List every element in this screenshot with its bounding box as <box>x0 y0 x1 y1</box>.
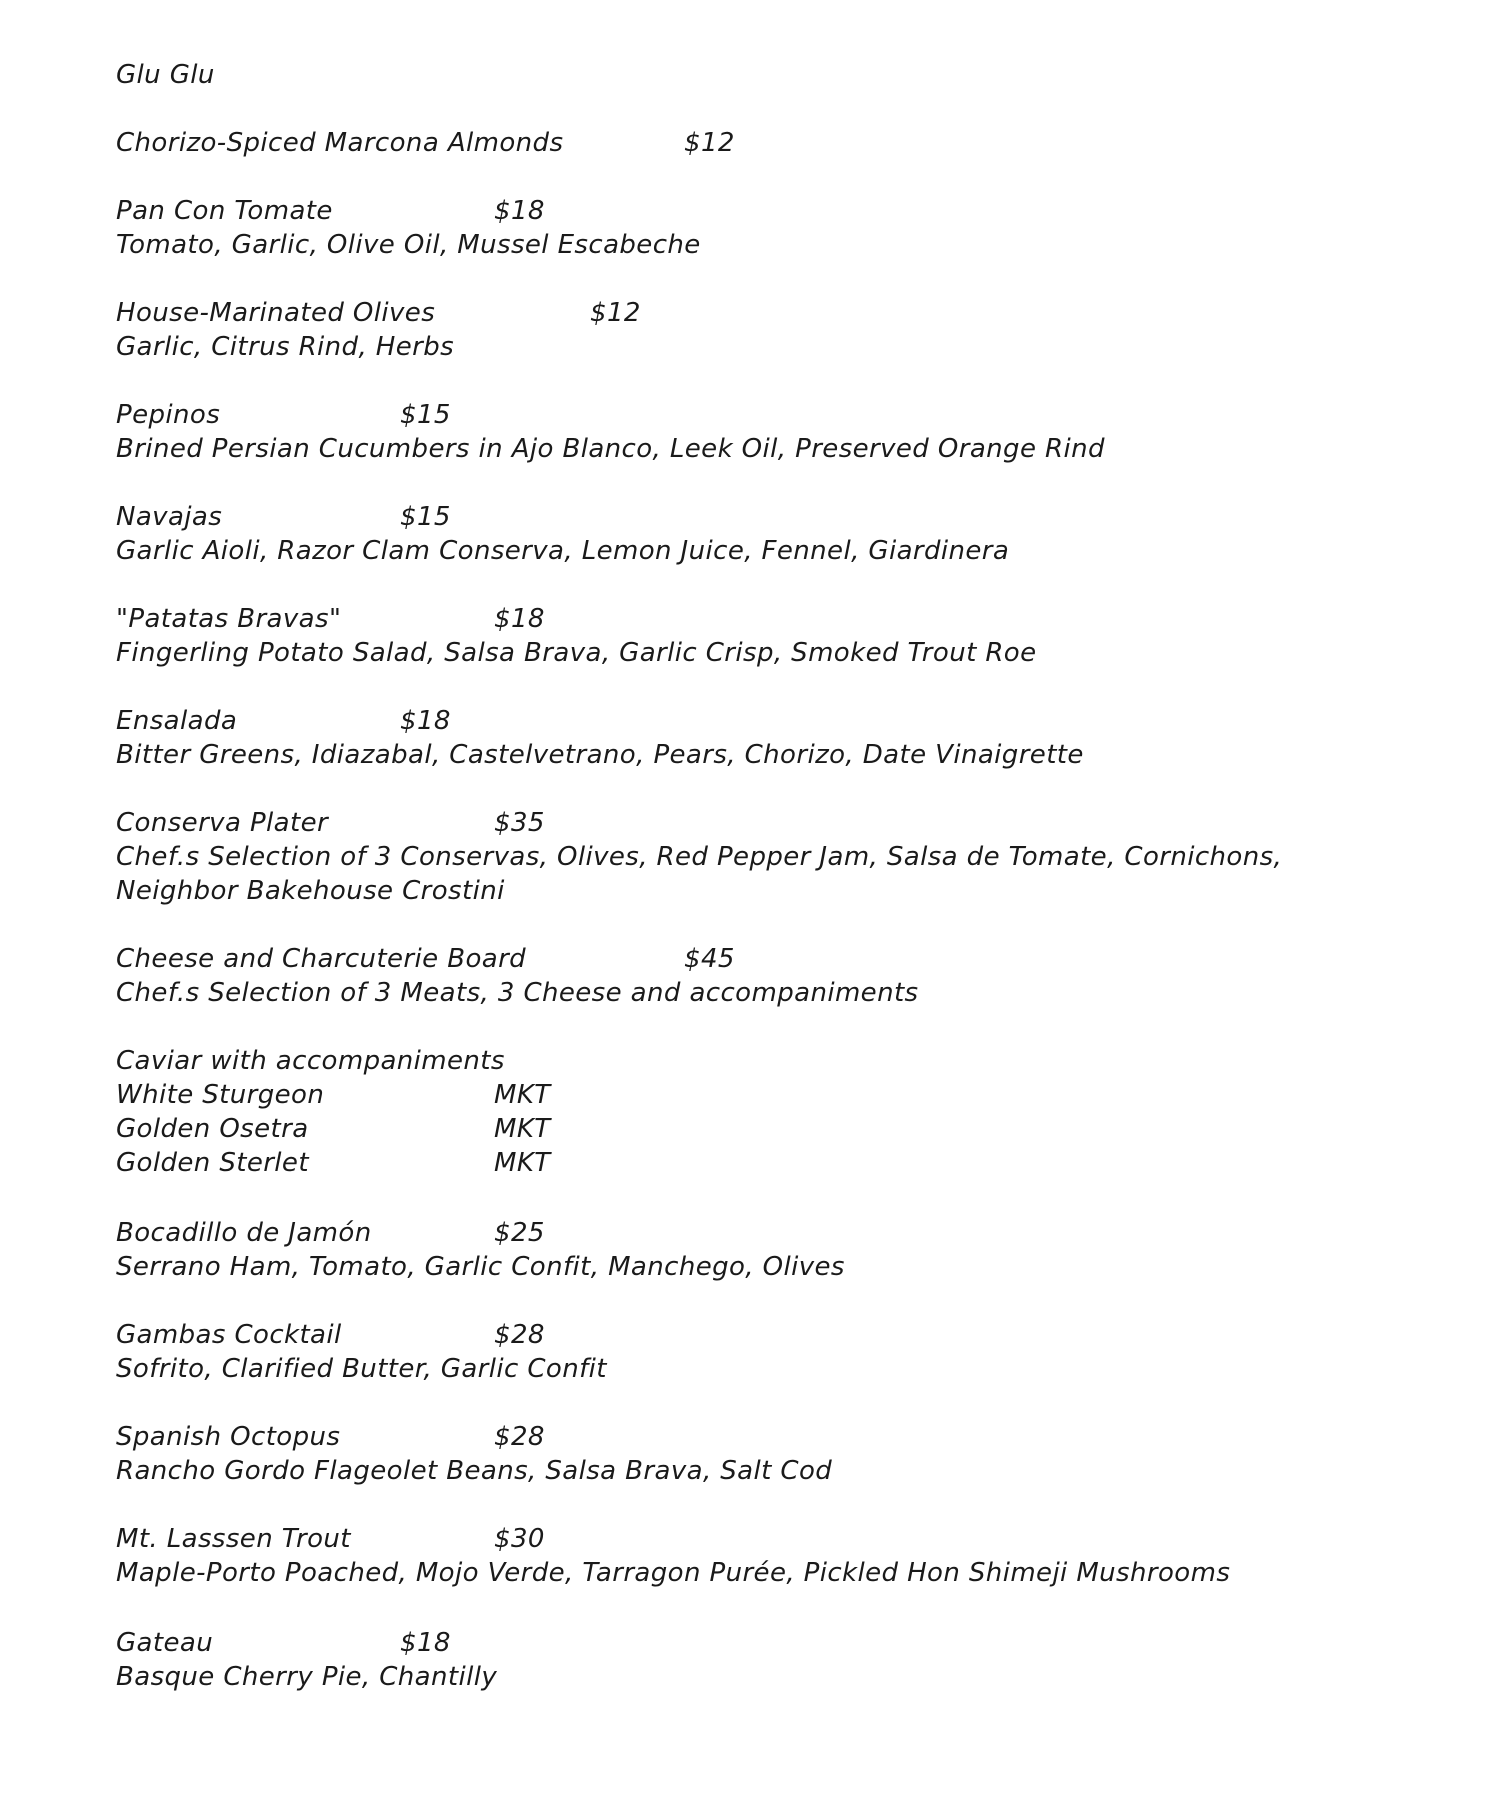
menu-item <box>116 194 1456 228</box>
item-description: Basque Cherry Pie, Chantilly <box>116 1662 498 1692</box>
caviar-price: MKT <box>494 1080 551 1110</box>
item-name: Mt. Lasssen Trout <box>116 1524 351 1554</box>
item-description: Chef.s Selection of 3 Conservas, Olives, Red Pepper Jam, Salsa de Tomate, Cornichons, <box>116 842 1283 872</box>
item-price: $25 <box>494 1218 545 1248</box>
caviar-row <box>116 1112 1456 1146</box>
menu-title: Glu Glu <box>116 60 215 90</box>
menu-item <box>116 500 1456 534</box>
item-price: $30 <box>494 1524 545 1554</box>
menu-item <box>116 1420 1456 1454</box>
menu-item <box>116 1626 1456 1660</box>
caviar-row <box>116 1146 1456 1180</box>
item-name: Chorizo-Spiced Marcona Almonds <box>116 128 564 158</box>
menu-item <box>116 1318 1456 1352</box>
item-description: Bitter Greens, Idiazabal, Castelvetrano, Pears, Chorizo, Date Vinaigrette <box>116 740 1084 770</box>
item-name: Pepinos <box>116 400 221 430</box>
item-price: $18 <box>400 706 451 736</box>
item-name: Spanish Octopus <box>116 1422 341 1452</box>
item-price: $12 <box>590 298 641 328</box>
item-name: Ensalada <box>116 706 238 736</box>
menu-item <box>116 1216 1456 1250</box>
item-price: $18 <box>400 1628 451 1658</box>
item-price: $45 <box>684 944 735 974</box>
item-description: Garlic, Citrus Rind, Herbs <box>116 332 455 362</box>
item-description: Maple-Porto Poached, Mojo Verde, Tarragon Purée, Pickled Hon Shimeji Mushrooms <box>116 1558 1231 1588</box>
item-description: Neighbor Bakehouse Crostini <box>116 876 505 906</box>
caviar-name: White Sturgeon <box>116 1080 325 1110</box>
item-name: Gateau <box>116 1628 214 1658</box>
item-price: $12 <box>684 128 735 158</box>
caviar-price: MKT <box>494 1114 551 1144</box>
item-name: Bocadillo de Jamón <box>116 1218 372 1248</box>
menu-item <box>116 1522 1456 1556</box>
item-description: Rancho Gordo Flageolet Beans, Salsa Brava, Salt Cod <box>116 1456 833 1486</box>
caviar-price: MKT <box>494 1148 551 1178</box>
item-description: Serrano Ham, Tomato, Garlic Confit, Manchego, Olives <box>116 1252 845 1282</box>
caviar-name: Golden Osetra <box>116 1114 309 1144</box>
menu-item <box>116 126 1456 160</box>
caviar-name: Golden Sterlet <box>116 1148 309 1178</box>
caviar-row <box>116 1078 1456 1112</box>
menu-item <box>116 296 1456 330</box>
menu-item <box>116 398 1456 432</box>
item-name: House-Marinated Olives <box>116 298 436 328</box>
item-price: $18 <box>494 604 545 634</box>
menu <box>116 58 1456 1694</box>
item-name: Gambas Cocktail <box>116 1320 342 1350</box>
item-price: $35 <box>494 808 545 838</box>
menu-item <box>116 806 1456 840</box>
item-price: $15 <box>400 400 451 430</box>
item-price: $28 <box>494 1320 545 1350</box>
menu-item <box>116 602 1456 636</box>
item-description: Sofrito, Clarified Butter, Garlic Confit <box>116 1354 607 1384</box>
item-price: $28 <box>494 1422 545 1452</box>
item-description: Tomato, Garlic, Olive Oil, Mussel Escabeche <box>116 230 701 260</box>
item-name: Cheese and Charcuterie Board <box>116 944 527 974</box>
item-name: Pan Con Tomate <box>116 196 333 226</box>
item-price: $18 <box>494 196 545 226</box>
item-description: Fingerling Potato Salad, Salsa Brava, Garlic Crisp, Smoked Trout Roe <box>116 638 1037 668</box>
item-description: Garlic Aioli, Razor Clam Conserva, Lemon Juice, Fennel, Giardinera <box>116 536 1010 566</box>
item-name: "Patatas Bravas" <box>116 604 342 634</box>
menu-item <box>116 942 1456 976</box>
item-description: Chef.s Selection of 3 Meats, 3 Cheese and accompaniments <box>116 978 919 1008</box>
caviar-heading: Caviar with accompaniments <box>116 1046 505 1076</box>
item-price: $15 <box>400 502 451 532</box>
item-name: Conserva Plater <box>116 808 329 838</box>
menu-item <box>116 704 1456 738</box>
item-description: Brined Persian Cucumbers in Ajo Blanco, Leek Oil, Preserved Orange Rind <box>116 434 1105 464</box>
item-name: Navajas <box>116 502 223 532</box>
